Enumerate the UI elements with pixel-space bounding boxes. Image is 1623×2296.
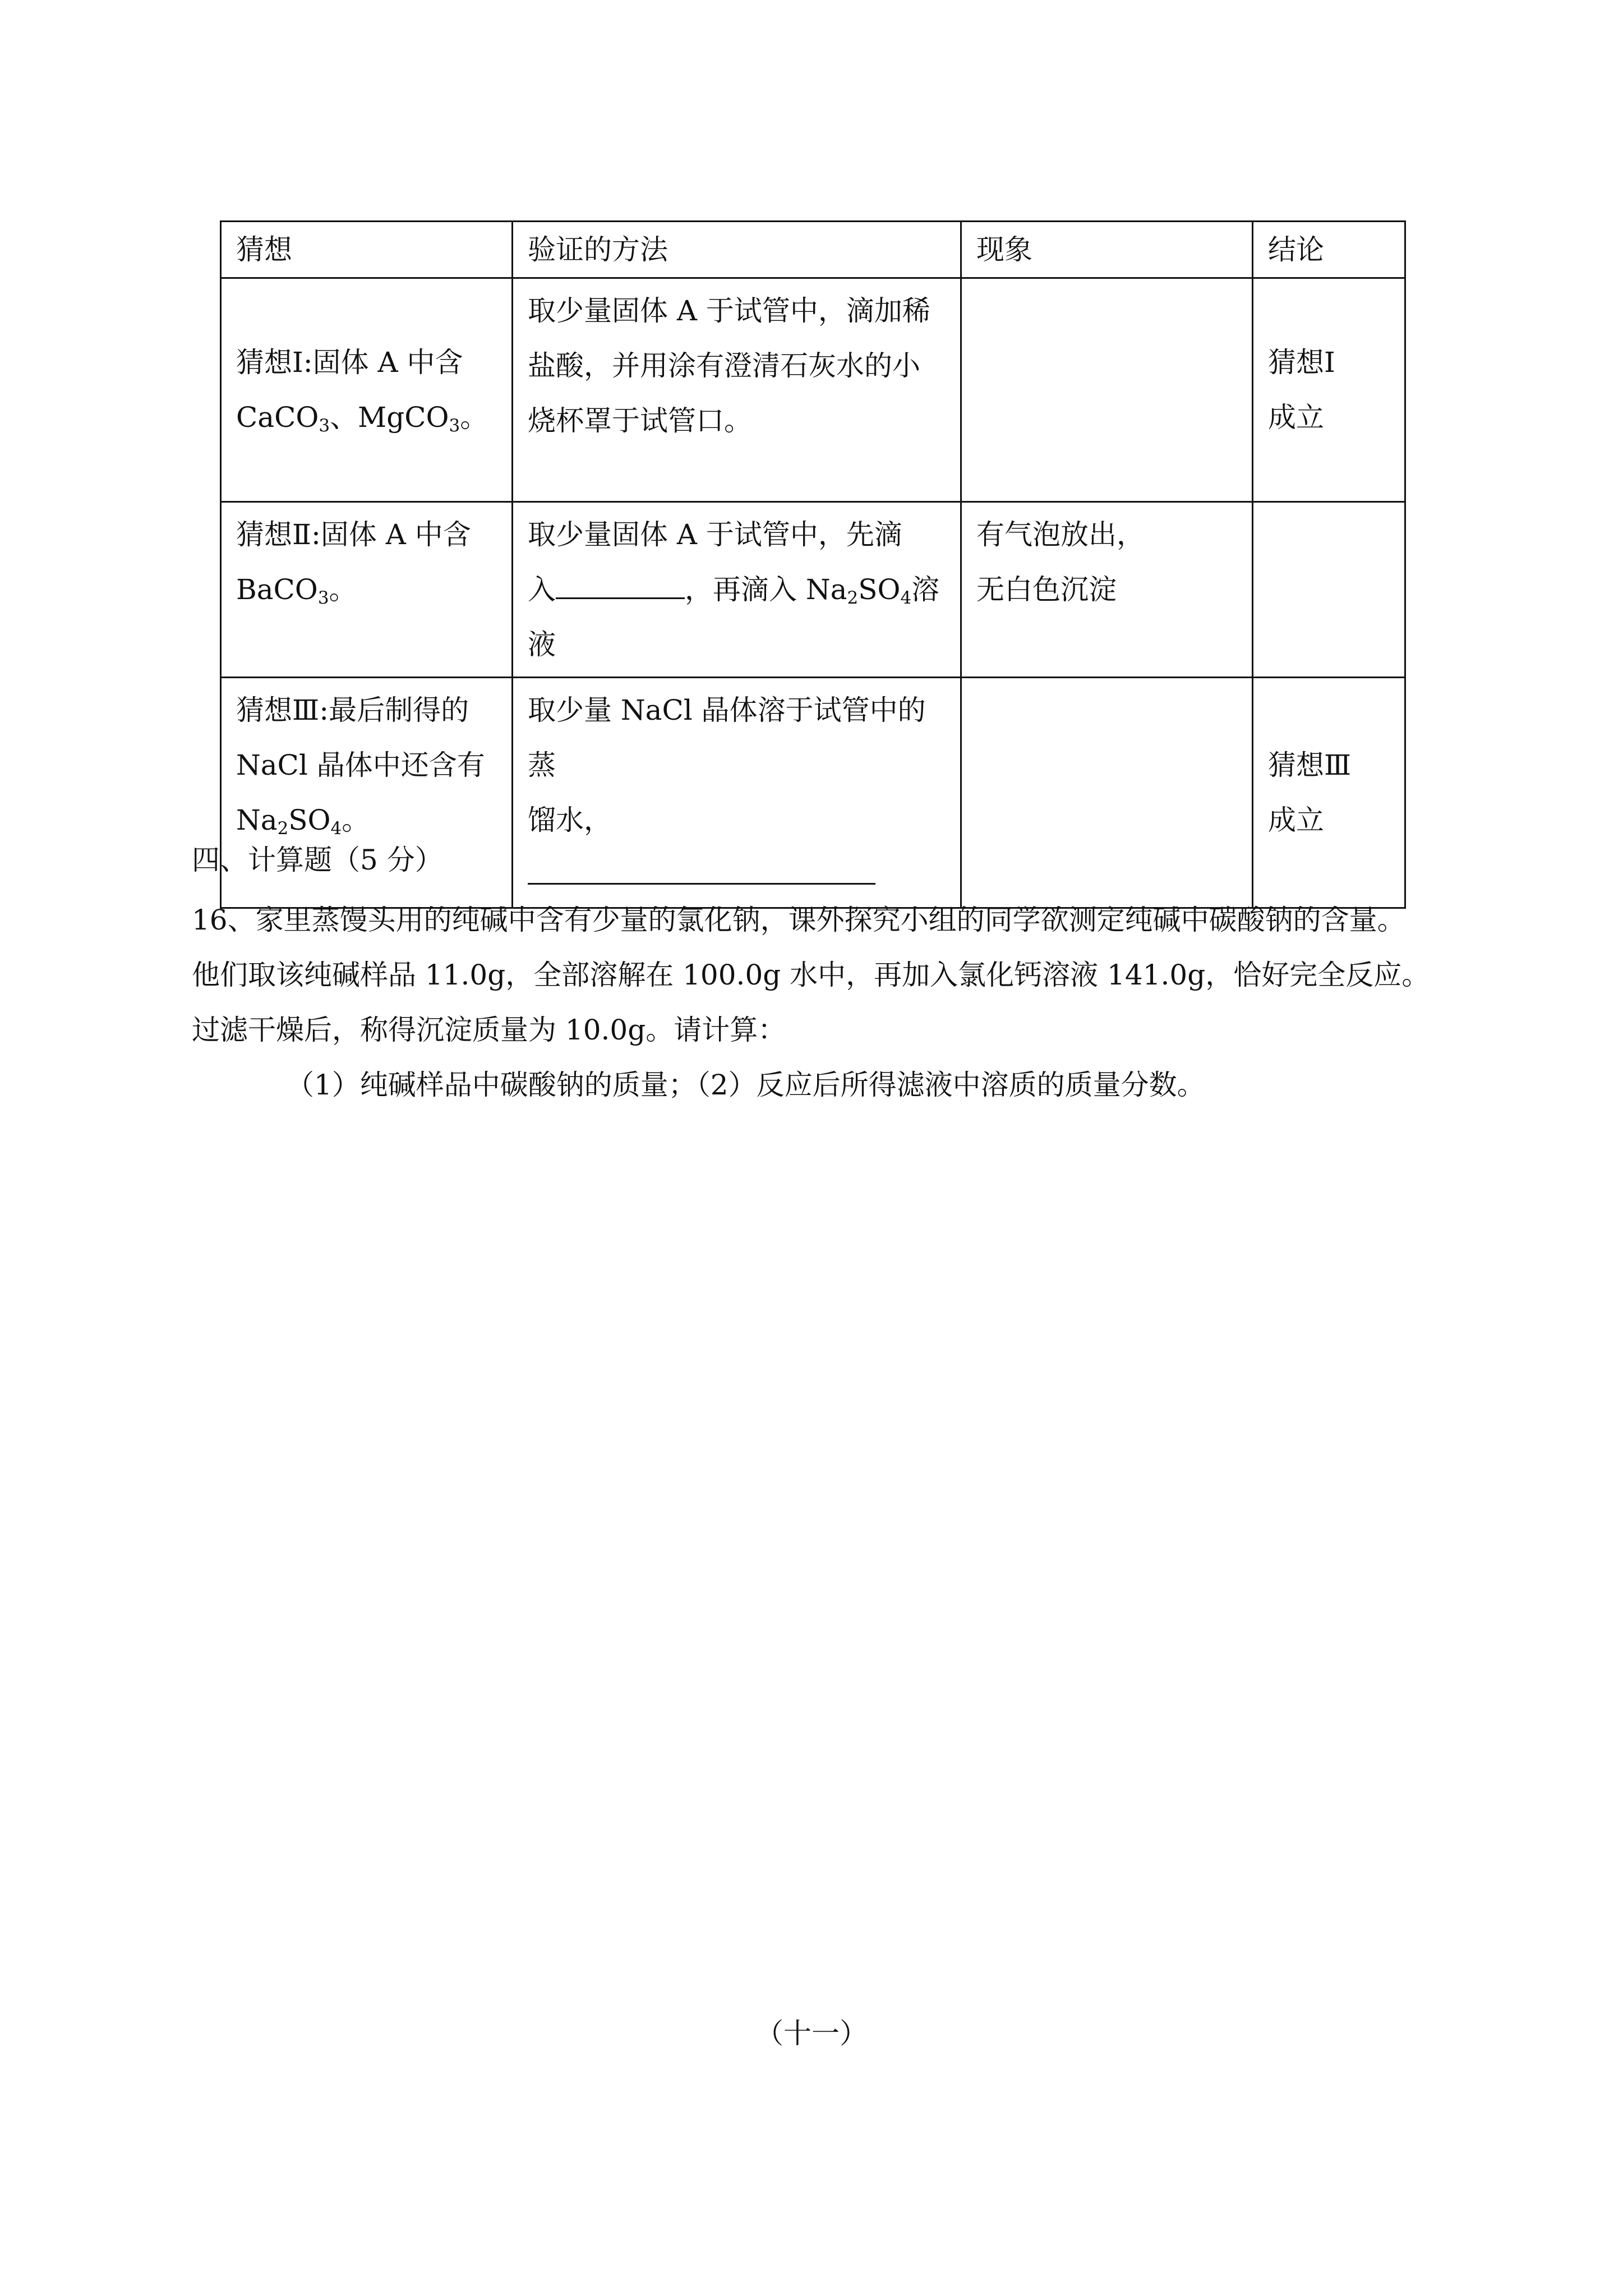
header-hypothesis: 猜想 bbox=[221, 222, 513, 278]
problem-line-2: 他们取该纯碱样品 11.0g，全部溶解在 100.0g 水中，再加入氯化钙溶液 141.0g，恰好完全反应。 bbox=[192, 959, 1430, 991]
hypothesis-3-line3: $Na_2SO_4$。 bbox=[236, 804, 370, 839]
header-method: 验证的方法 bbox=[513, 222, 961, 278]
problem-line-3: 过滤干燥后，称得沉淀质量为 10.0g。请计算： bbox=[192, 1014, 786, 1046]
hypothesis-3-line2: NaCl 晶体中还含有 bbox=[236, 749, 485, 781]
method-2-line1: 取少量固体 A 于试管中，先滴 bbox=[528, 518, 902, 551]
method-3-cell bbox=[513, 678, 961, 908]
method-3-line2: 馏水， bbox=[528, 804, 875, 891]
method-3-line1: 取少量 NaCl 晶体溶于试管中的蒸 bbox=[528, 694, 926, 781]
conclusion-1-line1: 猜想Ⅰ bbox=[1268, 346, 1335, 379]
hypothesis-1-line1: 猜想Ⅰ:固体 A 中含 bbox=[236, 346, 463, 379]
header-conclusion: 结论 bbox=[1253, 222, 1405, 278]
conclusion-3-line1: 猜想Ⅲ bbox=[1268, 749, 1352, 781]
hypothesis-3-line1: 猜想Ⅲ:最后制得的 bbox=[236, 694, 469, 726]
hypothesis-1-cell bbox=[221, 278, 513, 502]
answer-blank-2[interactable] bbox=[528, 858, 875, 885]
conclusion-2-cell bbox=[1253, 502, 1405, 678]
page-number: （十一） bbox=[755, 2017, 868, 2050]
table-header-row bbox=[221, 222, 1405, 278]
section-title: 四、计算题（5 分） bbox=[192, 844, 443, 876]
conclusion-1-line2: 成立 bbox=[1268, 401, 1324, 434]
phenomenon-1-cell bbox=[961, 278, 1253, 502]
answer-blank-1[interactable] bbox=[556, 572, 685, 599]
phenomenon-2-cell bbox=[961, 502, 1253, 678]
conclusion-1-cell bbox=[1253, 278, 1405, 502]
problem-questions: （1）纯碱样品中碳酸钠的质量；（2）反应后所得滤液中溶质的质量分数。 bbox=[286, 1069, 1205, 1101]
method-2-line2: 入 ，再滴入 $Na_2SO_4$溶液 bbox=[528, 573, 940, 661]
experiment-table bbox=[220, 220, 1406, 909]
header-phenomenon: 现象 bbox=[961, 222, 1253, 278]
conclusion-3-line2: 成立 bbox=[1268, 804, 1324, 836]
hypothesis-1-line2: CaCO$_3$、MgCO$_3$。 bbox=[236, 401, 488, 436]
method-1-cell: 取少量固体 A 于试管中，滴加稀盐酸，并用涂有澄清石灰水的小烧杯罩于试管口。 bbox=[513, 278, 961, 502]
table-row bbox=[221, 278, 1405, 502]
phenomenon-2-line1: 有气泡放出， bbox=[976, 518, 1145, 551]
table-row bbox=[221, 502, 1405, 678]
phenomenon-2-line2: 无白色沉淀 bbox=[976, 573, 1117, 606]
hypothesis-2-line2: BaCO$_3$。 bbox=[236, 573, 357, 608]
hypothesis-2-line1: 猜想Ⅱ:固体 A 中含 bbox=[236, 518, 471, 551]
method-2-cell bbox=[513, 502, 961, 678]
conclusion-3-cell bbox=[1253, 678, 1405, 908]
hypothesis-2-cell bbox=[221, 502, 513, 678]
phenomenon-3-cell bbox=[961, 678, 1253, 908]
problem-line-1: 16、家里蒸馒头用的纯碱中含有少量的氯化钠，课外探究小组的同学欲测定纯碱中碳酸钠的含量。 bbox=[192, 904, 1405, 936]
